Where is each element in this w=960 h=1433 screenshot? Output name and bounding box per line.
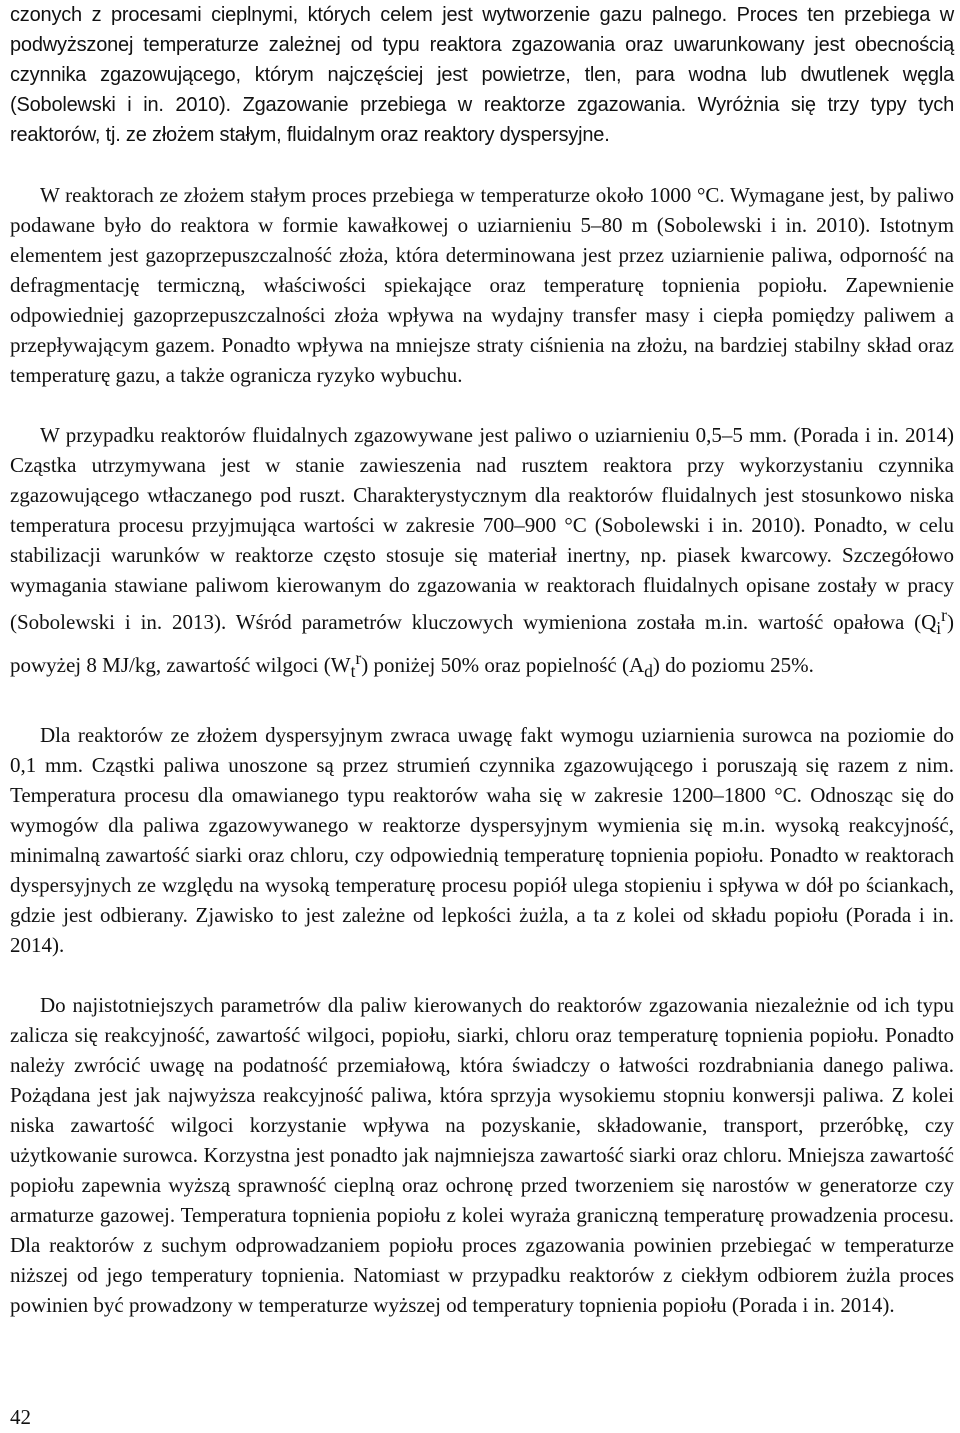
paragraph-fluidized-bed-reactors <box>10 420 954 686</box>
fluidized-text-mid-2: ) poniżej 50% oraz popielność (A <box>361 653 645 678</box>
paragraph-dispersed-bed-reactors: Dla reaktorów ze złożem dyspersyjnym zwraca uwagę fakt wymogu uziarnienia surowca na poziomie do 0,1 mm. Cząstki paliwa unoszone są przez strumień czynnika zgazowującego i poruszają się razem z nim. Temperatura procesu dla omawianego typu reaktorów waha się w zakresie 1200–1800 °C. Odnosząc się do wymogów dla paliwa zgazowywanego w reaktorze dyspersyjnym wymienia się m.in. wysoką reakcyjność, minimalną zawartość siarki oraz chloru, czy odpowiednią temperaturę topnienia popiołu. Ponadto w reaktorach dyspersyjnych ze względu na wysoką temperaturę procesu popiół ulega stopieniu i spływa w dół po ściankach, gdzie jest odbierany. Zjawisko to jest zależne od lepkości żużla, a ta z kolei od składu popiołu (Porada i in. 2014). <box>10 723 954 957</box>
paragraph-key-fuel-parameters: Do najistotniejszych parametrów dla paliw kierowanych do reaktorów zgazowania niezależnie od ich typu zalicza się reakcyjność, zawartość wilgoci, popiołu, siarki, chloru oraz temperaturę topnienia popiołu. Ponadto należy zwrócić uwagę na podatność przemiałową, która świadczy o łatwości rozdrabniania danego paliwa. Pożądana jest jak najwyższa reakcyjność paliwa, która sprzyja wysokiemu stopniu konwersji paliwa. Z kolei niska zawartość wilgoci korzystanie wpływa na pozyskanie, składowanie, transport, przeróbkę, czy użytkowanie surowca. Korzystna jest ponadto jak najmniejsza zawartość siarki oraz chloru. Mniejsza zawartość popiołu zapewnia wyższą sprawność cieplną oraz ochronę przed tworzeniem się narostów w generatorze czy armaturze gazowej. Temperatura topnienia popiołu z kolei wyraża graniczną temperaturę prowadzenia procesu. Dla reaktorów z suchym odprowadzaniem popiołu proces zgazowania powinien przebiegać w temperaturze niższej od jego temperatury topnienia. Natomiast w przypadku reaktorów z ciekłym odbiorem żużla proces powinien być prowadzony w temperaturze wyższej od temperatury topnienia popiołu (Porada i in. 2014). <box>10 993 954 1317</box>
page-number: 42 <box>10 1405 31 1429</box>
fluidized-text-mid-1: ) powyżej 8 MJ/kg, zawartość wilgoci (W <box>10 610 954 678</box>
fluidized-text-before: W przypadku reaktorów fluidalnych zgazowywane jest paliwo o uziarnieniu 0,5–5 mm. (Porada i in. 2014) Cząstka utrzymywana jest w stanie zawieszenia nad rusztem reaktora przy wykorzystaniu czynnika zgazowującego wtłaczanego pod ruszt. Charakterystycznym dla reaktorów fluidalnych jest stosunkowo niska temperatura procesu przyjmująca wartości w zakresie 700–900 °C (Sobolewski i in. 2010). Ponadto, w celu stabilizacji warunków w reaktorze często stosuje się materiał inertny, np. piasek kwarcowy. Szczegółowo wymagania stawiane paliwom kierowanym do zgazowania w reaktorach fluidalnych opisane zostały w pracy (Sobolewski i in. 2013). Wśród parametrów kluczowych wymieniona została m.in. wartość opałowa (Q <box>10 423 954 634</box>
q-subscript: i <box>936 618 942 639</box>
paragraph-fixed-bed-reactors: W reaktorach ze złożem stałym proces przebiega w temperaturze około 1000 °C. Wymagane jest, by paliwo podawane było do reaktora w formie kawałkowej o uziarnieniu 5–80 m (Sobolewski i in. 2010). Istotnym elementem jest gazoprzepuszczalność złoża, która determinowana jest przez uziarnienie paliwa, odporność na defragmentację termiczną, właściwości spiekające oraz temperaturę topnienia popiołu. Zapewnienie odpowiedniej gazoprzepuszczalności złoża wpływa na wydajny transfer masy i ciepła pomiędzy paliwem a przepływającym gazem. Ponadto wpływa na mniejsze straty ciśnienia na złożu, na bardziej stabilny skład oraz temperaturę gazu, a także ogranicza ryzyko wybuchu. <box>10 183 954 387</box>
fluidized-text-after: ) do poziomu 25%. <box>652 653 814 678</box>
w-subscript: t <box>350 661 356 682</box>
a-subscript: d <box>644 661 653 682</box>
q-superscript: r <box>941 605 947 625</box>
w-superscript: r <box>355 648 362 669</box>
paragraph-gasification-intro: czonych z procesami cieplnymi, których celem jest wytworzenie gazu palnego. Proces ten przebiega w podwyższonej temperaturze zależnej od typu reaktora zgazowania oraz uwarunkowany jest obecnością czynnika zgazowującego, którym najczęściej jest powietrze, tlen, para wodna lub dwutlenek węgla (Sobolewski i in. 2010). Zgazowanie przebiega w reaktorze zgazowania. Wyróżnia się trzy typy tych reaktorów, tj. ze złożem stałym, fluidalnym oraz reaktory dyspersyjne. <box>10 4 954 146</box>
